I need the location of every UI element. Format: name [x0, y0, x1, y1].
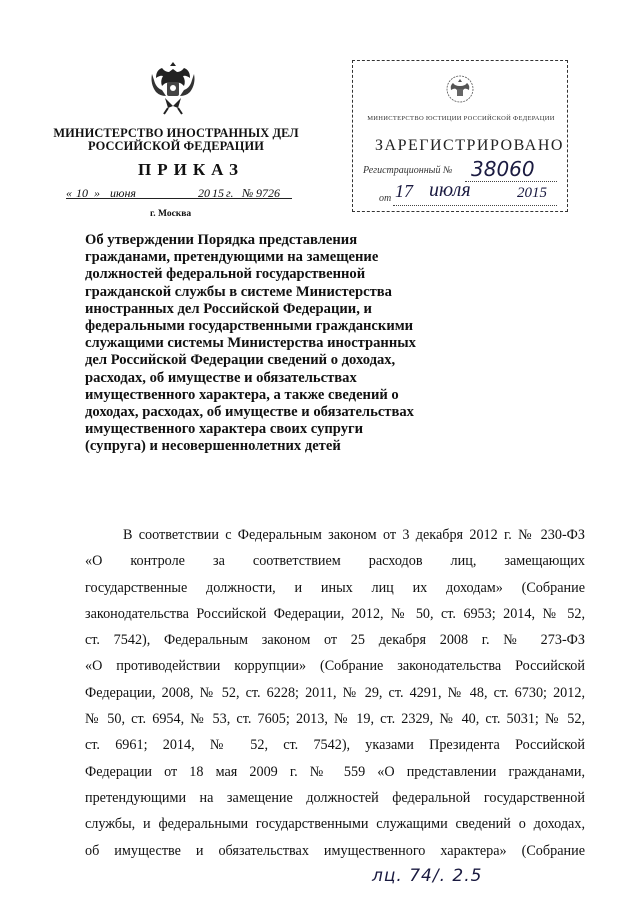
body-line: «О контроле за соответствием расходов лиц, замещающих — [85, 553, 585, 570]
subject-line: гражданской службы в системе Министерства — [85, 283, 392, 300]
order-date-month: июня — [110, 186, 136, 200]
city: г. Москва — [150, 209, 192, 219]
eagle-emblem-icon — [445, 73, 475, 105]
order-number-sign: № — [242, 186, 254, 200]
double-headed-eagle-icon — [148, 58, 198, 116]
subject-line: гражданами, претендующими на замещение — [85, 249, 379, 266]
body-line: ст. 7542), Федеральным законом от 25 декабря 2008 г. № 273-ФЗ — [85, 632, 585, 649]
subject-line: иностранных дел Российской Федерации, и — [85, 300, 372, 317]
stamp-reg-date-prefix: от — [379, 193, 392, 204]
body-line: законодательства Российской Федерации, 2012, № 50, ст. 6953; 2014, № 52, — [85, 605, 585, 622]
subject-line: имущественного характера, а также сведений о — [85, 386, 399, 403]
body-line: Федерации, 2008, № 52, ст. 6228; 2011, № 29, ст. 4291, № 48, ст. 6730; 2012, — [85, 684, 585, 701]
reg-number-underline — [465, 181, 557, 182]
ministry-name — [50, 127, 302, 153]
subject-line: расходах, об имуществе и обязательствах — [85, 369, 357, 386]
subject-line: дел Российской Федерации сведений о доходах, — [85, 352, 396, 369]
stamp-reg-date-year: 2015 — [517, 185, 547, 201]
subject-line: служащими системы Министерства иностранных — [85, 335, 416, 352]
order-body — [85, 522, 585, 864]
order-subject — [85, 232, 437, 456]
body-line: «О противодействии коррупции» (Собрание законодательства Российской — [85, 658, 585, 675]
subject-line: имущественного характера своих супруги — [85, 421, 364, 438]
registration-stamp — [352, 60, 568, 212]
stamp-ministry-text: МИНИСТЕРСТВО ЮСТИЦИИ РОССИЙСКОЙ ФЕДЕРАЦИИ — [367, 115, 555, 122]
ministry-line-1: МИНИСТЕРСТВО ИНОСТРАННЫХ ДЕЛ — [53, 126, 299, 140]
body-line: В соответствии с Федеральным законом от 3 декабря 2012 г. № 230-ФЗ — [123, 527, 585, 543]
ministry-line-2: РОССИЙСКОЙ ФЕДЕРАЦИИ — [88, 139, 264, 153]
stamp-reg-number-label: Регистрационный № — [363, 165, 453, 176]
subject-line: федеральными государственными гражданскими — [85, 318, 414, 335]
order-year-prefix: 20 — [198, 186, 210, 200]
body-line: государственные должности, и иных лиц их доходам» (Собрание — [85, 579, 585, 596]
body-line: претендующими на замещение должностей федеральной государственной — [85, 789, 585, 806]
body-line: ст. 6961; 2014, № 52, ст. 7542), указами Президента Российской — [85, 737, 585, 754]
reg-date-underline — [393, 205, 557, 206]
body-line: № 50, ст. 6954, № 53, ст. 7605; 2013, № 19, ст. 2329, № 40, ст. 5031; № 52, — [85, 711, 585, 728]
subject-line: Об утверждении Порядка представления — [85, 232, 358, 248]
subject-line: доходах, расходах, об имуществе и обязательствах — [85, 404, 414, 421]
order-title: ПРИКАЗ — [138, 160, 244, 179]
date-underline — [66, 198, 292, 199]
order-date-line: « 10 » июня 20 15 г. № 9726 — [66, 186, 296, 202]
order-date-day: 10 — [76, 186, 88, 200]
stamp-reg-date-month: июля — [429, 179, 471, 201]
subject-line: должностей федеральной государственной — [85, 266, 366, 283]
body-line: службы, и федеральными государственными служащими сведений о доходах, — [85, 816, 585, 833]
stamp-reg-number: 38060 — [471, 157, 535, 181]
order-year-tail: г. — [226, 186, 234, 200]
subject-line: (супруга) и несовершеннолетних детей — [85, 438, 341, 455]
stamp-reg-date-day: 17 — [395, 181, 413, 201]
handwritten-note: лц. 74/. 2.5 — [372, 866, 483, 886]
order-year-suffix: 15 — [212, 186, 224, 200]
order-number: 9726 — [256, 186, 280, 200]
body-line: об имуществе и обязательствах имущественного характера» (Собрание — [85, 842, 585, 859]
stamp-registered: ЗАРЕГИСТРИРОВАНО — [375, 137, 564, 154]
body-line: Федерации от 18 мая 2009 г. № 559 «О представлении гражданами, — [85, 763, 585, 780]
